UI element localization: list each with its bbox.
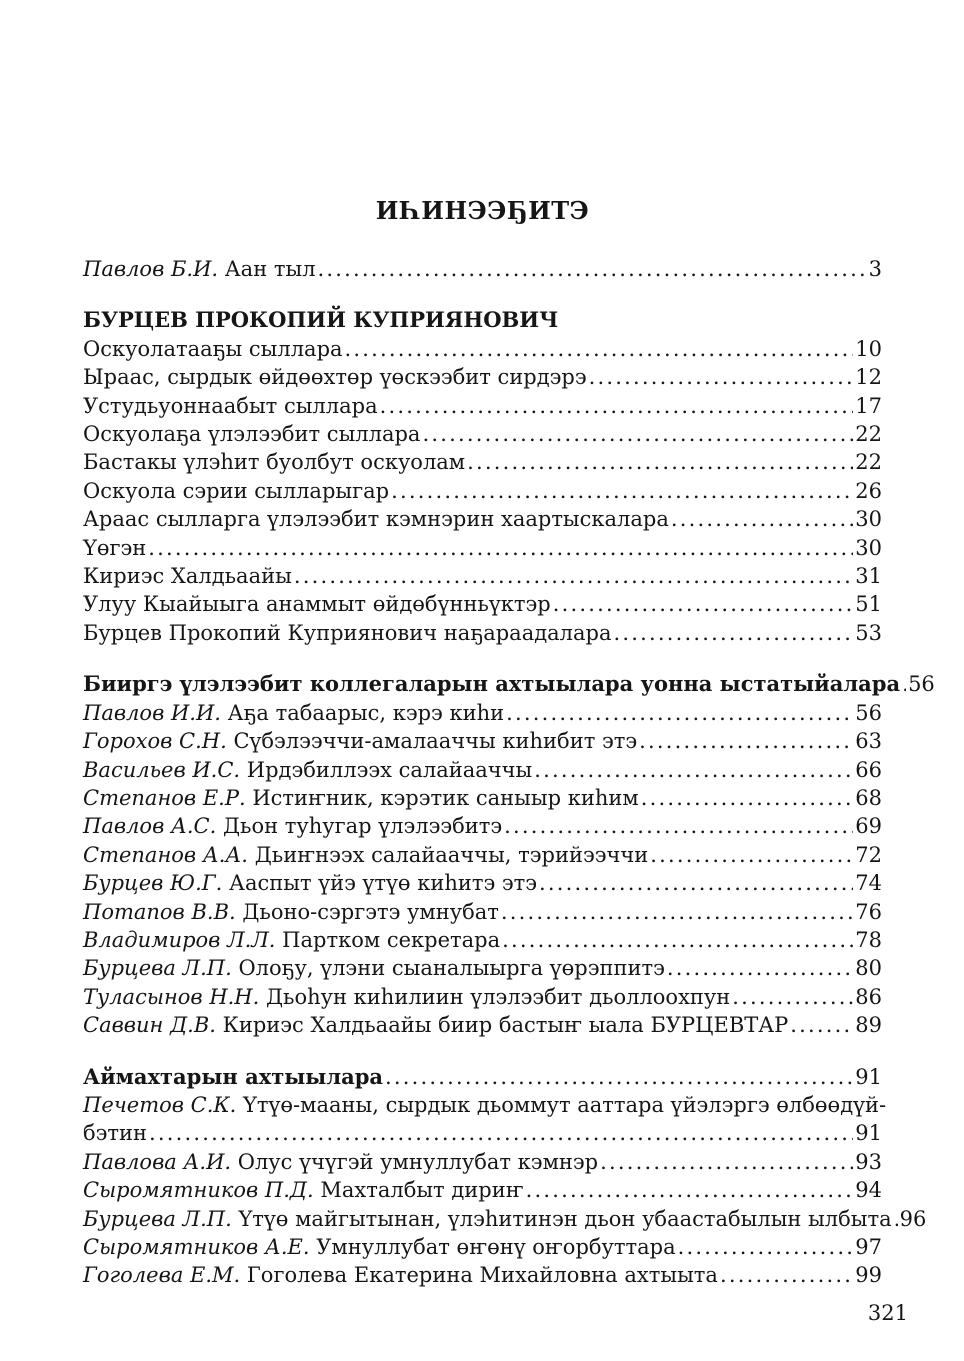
entry-author: Печетов С.К. (83, 1092, 237, 1117)
page-number: 53 (855, 620, 882, 645)
entry-label: Павлов И.И. Аҕа табаарыс, кэрэ киһи (83, 700, 505, 725)
toc-entry (83, 898, 882, 926)
dot-leader (343, 335, 854, 363)
dot-leader (637, 727, 853, 755)
dot-leader (730, 983, 853, 1011)
dot-leader (648, 841, 853, 869)
entry-label: Үөгэн (83, 535, 147, 560)
dot-leader (316, 255, 867, 283)
page-number: 91 (855, 1121, 882, 1146)
entry-label: Печетов С.К. Үтүө-мааны, сырдык дьоммут ааттара үйэлэргэ өлбөөдүй- (83, 1092, 887, 1117)
page-number: 30 (855, 535, 882, 560)
dot-leader (639, 784, 854, 812)
dot-leader (389, 477, 853, 505)
dot-leader (499, 898, 853, 926)
toc-entry (83, 590, 882, 618)
dot-leader (147, 1119, 853, 1147)
toc-entry (83, 1011, 882, 1039)
entry-label-continued: бэтин (83, 1121, 148, 1146)
entry-label: Улуу Кыайыыга анаммыт өйдөбүнньүктэр (83, 592, 551, 617)
page-number: 10 (855, 336, 882, 361)
entry-author: Павлов И.И. (83, 700, 221, 725)
entry-label: Сыромятников П.Д. Махталбыт дириҥ (83, 1178, 524, 1203)
page-number: 56 (908, 672, 935, 697)
entry-author: Степанов Е.Р. (83, 785, 246, 810)
entry-label: Сыромятников А.Е. Умнуллубат өҥөнү оҥорбуттара (83, 1235, 676, 1259)
dot-leader (524, 1176, 854, 1204)
toc-entry (83, 392, 882, 420)
entry-author: Потапов В.В. (83, 899, 236, 924)
dot-leader (537, 869, 853, 897)
toc-entry (83, 926, 882, 954)
toc-entry (83, 756, 882, 784)
entry-author: Бурцева Л.П. (83, 956, 232, 981)
page-number: 89 (855, 1013, 882, 1038)
toc-entry (83, 335, 882, 363)
entry-author: Павлов А.С. (83, 814, 217, 839)
entry-author: Гоголева Е.М. (83, 1263, 241, 1288)
entry-author: Сыромятников А.Е. (83, 1235, 310, 1259)
dot-leader (465, 448, 853, 476)
page-number: 22 (855, 422, 882, 447)
section-header-label: Бииргэ үлэлээбит коллегаларын ахтыылара уонна ыстатыйалара (83, 671, 901, 697)
toc-entry (83, 983, 882, 1011)
page-number: 22 (855, 450, 882, 475)
entry-author: Степанов А.А. (83, 842, 248, 867)
entry-label: Саввин Д.В. Кириэс Халдьаайы биир бастыҥ ыала БУРЦЕВТАР (83, 1013, 789, 1038)
entry-author: Павлов Б.И. (83, 257, 219, 281)
dot-leader (420, 420, 853, 448)
dot-leader (665, 954, 853, 982)
toc-entry (83, 562, 882, 590)
dot-leader (500, 926, 853, 954)
toc-section (83, 255, 882, 283)
dot-leader (504, 699, 853, 727)
page-number: 3 (868, 257, 882, 281)
entry-label: Араас сылларга үлэлээбит кэмнэрин хаартыскалара (83, 507, 669, 532)
toc-entry (83, 1233, 882, 1261)
page-number: 72 (855, 842, 882, 867)
page-number: 97 (855, 1235, 882, 1259)
folio-page-number: 321 (867, 1301, 908, 1325)
page-number: 63 (855, 729, 882, 754)
entry-label: Степанов Е.Р. Истиҥник, кэрэтик саныыр киһим (83, 785, 639, 810)
entry-label: Бурцев Прокопий Куприянович наҕараадалара (83, 620, 612, 645)
entry-author: Сыромятников П.Д. (83, 1178, 314, 1203)
page-number: 66 (855, 757, 882, 782)
entry-author: Васильев И.С. (83, 757, 241, 782)
page-number: 31 (855, 564, 882, 589)
toc-entry (83, 505, 882, 533)
dot-leader (788, 1011, 853, 1039)
entry-label: Горохов С.Н. Сүбэлээччи-амалааччы киһибит этэ (83, 729, 638, 754)
page-number: 86 (855, 984, 882, 1009)
toc-entry-line1 (83, 1091, 887, 1119)
entry-author: Павлова А.И. (83, 1149, 232, 1174)
toc-entry (83, 869, 882, 897)
page-number: 69 (855, 814, 882, 839)
page-number: 93 (855, 1149, 882, 1174)
toc-entry (83, 954, 882, 982)
dot-leader (383, 1063, 853, 1091)
section-header-row (83, 306, 882, 334)
dot-leader (587, 363, 854, 391)
entry-label: Павлов А.С. Дьон туһугар үлэлээбитэ (83, 814, 503, 839)
dot-leader (502, 812, 853, 840)
toc-entry (83, 1205, 927, 1233)
dot-leader (598, 1148, 853, 1176)
entry-label: Бастакы үлэһит буолбут оскуолам (83, 450, 466, 475)
section-header-row (83, 1063, 882, 1091)
toc-entry (83, 841, 882, 869)
page-number: 80 (855, 956, 882, 981)
page-number: 30 (855, 507, 882, 532)
entry-author: Туласынов Н.Н. (83, 984, 260, 1009)
entry-label: Ыраас, сырдык өйдөөхтөр үөскээбит сирдэрэ (83, 365, 587, 390)
entry-label: Павлова А.И. Олус үчүгэй умнуллубат кэмнэр (83, 1149, 599, 1174)
entry-label: Бурцева Л.П. Үтүө майгытынан, үлэһитинэн дьон убаастабылын ылбыта (83, 1206, 892, 1231)
dot-leader (292, 562, 853, 590)
toc-entry (83, 534, 882, 562)
entry-label: Гоголева Е.М. Гоголева Екатерина Михайловна ахтыыта (83, 1263, 718, 1288)
toc-section (83, 1063, 927, 1290)
dot-leader (532, 756, 853, 784)
toc-entry (83, 255, 882, 283)
dot-leader (146, 534, 853, 562)
toc-entry (83, 1176, 882, 1204)
entry-label: Владимиров Л.Л. Партком секретара (83, 927, 501, 952)
entry-author: Владимиров Л.Л. (83, 927, 276, 952)
page-number: 12 (855, 365, 882, 390)
toc-entry (83, 1148, 882, 1176)
table-of-contents (83, 255, 935, 1290)
dot-leader (669, 505, 853, 533)
dot-leader (718, 1261, 853, 1289)
entry-label: Васильев И.С. Ирдэбиллээх салайааччы (83, 757, 533, 782)
entry-label: Оскуолатааҕы сыллара (83, 336, 343, 361)
toc-entry (83, 448, 882, 476)
entry-label: Потапов В.В. Дьоно-сэргэтэ умнубат (83, 899, 499, 924)
toc-entry (83, 784, 882, 812)
entry-author: Бурцев Ю.Г. (83, 871, 223, 896)
entry-label: Кириэс Халдьаайы (83, 564, 292, 589)
page-number: 51 (855, 592, 882, 617)
toc-section (83, 306, 882, 647)
toc-entry (83, 727, 882, 755)
entry-label: Оскуола сэрии сылларыгар (83, 478, 390, 503)
page-number: 68 (855, 785, 882, 810)
page-number: 56 (855, 700, 882, 725)
entry-label: Туласынов Н.Н. Дьоһун киһилиин үлэлээбит дьоллоохпун (83, 984, 731, 1009)
entry-label: Павлов Б.И. Аан тыл (83, 257, 316, 281)
section-header-row (83, 670, 935, 698)
entry-author: Бурцева Л.П. (83, 1206, 232, 1231)
section-header-label: Аймахтарын ахтыылара (83, 1063, 384, 1089)
entry-label: Бурцев Ю.Г. Ааспыт үйэ үтүө киһитэ этэ (83, 871, 538, 896)
page-title: ИҺИНЭЭҔИТЭ (375, 196, 590, 225)
page-number: 78 (855, 927, 882, 952)
toc-entry (83, 619, 882, 647)
section-header-label: БУРЦЕВ ПРОКОПИЙ КУПРИЯНОВИЧ (83, 307, 559, 333)
toc-entry (83, 363, 882, 391)
page-number: 96 (899, 1206, 927, 1231)
page-number: 76 (855, 899, 882, 924)
page-number: 74 (855, 871, 882, 896)
entry-label: Оскуолаҕа үлэлээбит сыллара (83, 422, 421, 447)
toc-section (83, 670, 935, 1039)
entry-label: Степанов А.А. Дьиҥнээх салайааччы, тэрийээччи (83, 842, 649, 867)
entry-author: Саввин Д.В. (83, 1013, 216, 1038)
dot-leader (551, 590, 854, 618)
toc-entry-line2 (83, 1119, 882, 1147)
toc-entry (83, 477, 882, 505)
page-number: 94 (855, 1178, 882, 1203)
toc-entry (83, 699, 882, 727)
toc-entry (83, 1261, 882, 1289)
entry-author: Горохов С.Н. (83, 729, 227, 754)
toc-entry (83, 812, 882, 840)
dot-leader (378, 392, 854, 420)
page-number: 99 (855, 1263, 882, 1288)
entry-label: Бурцева Л.П. Олоҕу, үлэни сыаналыырга үөрэппитэ (83, 956, 665, 981)
toc-entry (83, 420, 882, 448)
page-number: 91 (855, 1064, 882, 1089)
entry-label: Устудьуоннаабыт сыллара (83, 393, 378, 418)
page-number: 26 (855, 478, 882, 503)
dot-leader (676, 1233, 854, 1261)
page-number: 17 (855, 393, 882, 418)
dot-leader (612, 619, 854, 647)
